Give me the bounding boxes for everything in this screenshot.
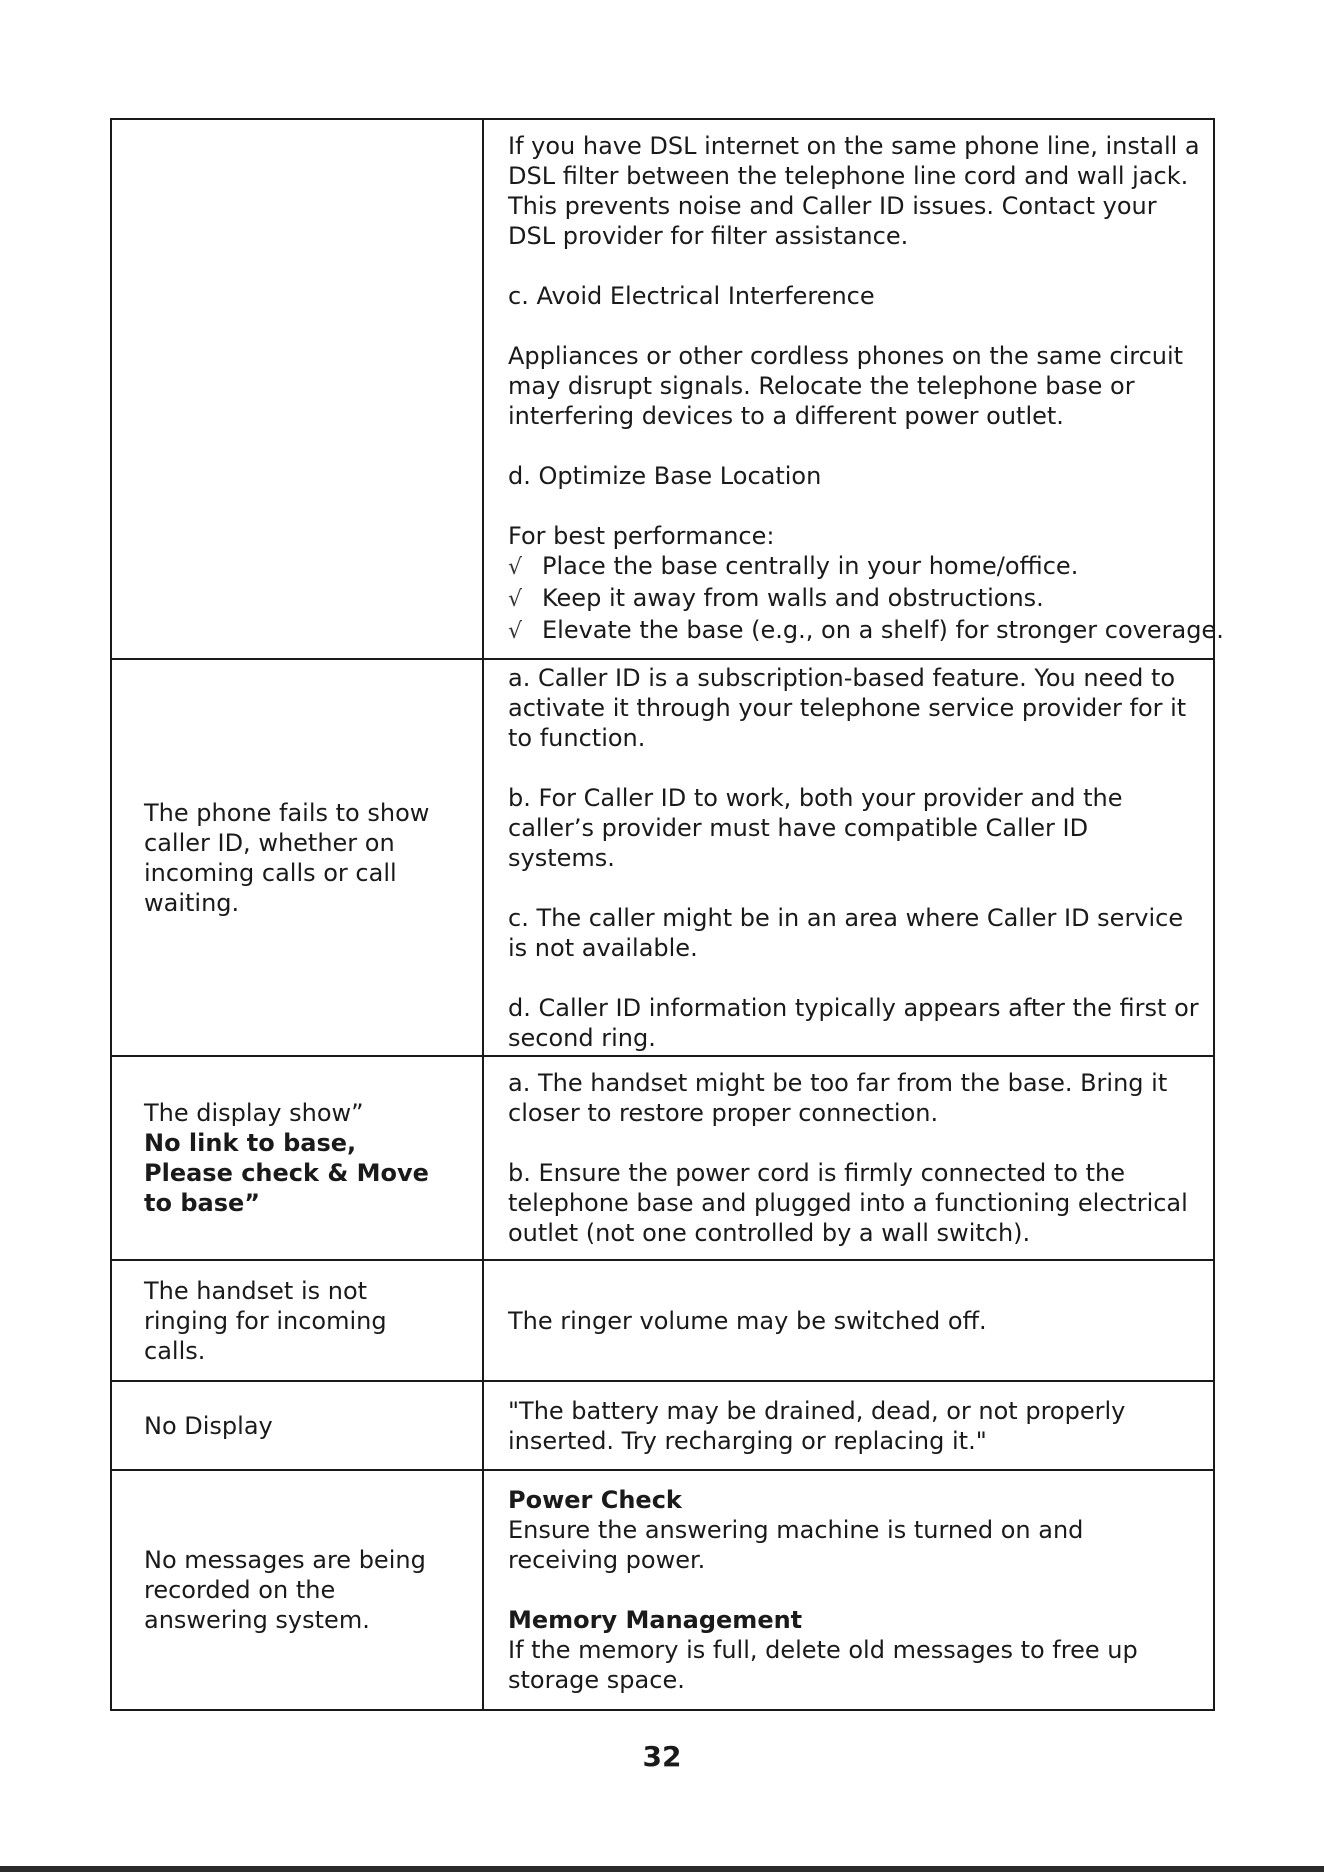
solution-cell bbox=[483, 1260, 1214, 1381]
table-row bbox=[111, 1470, 1214, 1710]
problem-cell bbox=[111, 659, 483, 1056]
solution-item-a: a. The handset might be too far from the base. Bring it closer to restore proper connection. bbox=[508, 1069, 1168, 1127]
problem-text: The display show” bbox=[144, 1099, 364, 1127]
checklist-item-text: Place the base centrally in your home/office. bbox=[542, 552, 1079, 580]
heading-memory-management: Memory Management bbox=[508, 1606, 803, 1634]
solution-cell bbox=[483, 659, 1214, 1056]
solution-cell bbox=[483, 1056, 1214, 1260]
dsl-filter-text: If you have DSL internet on the same phone line, install a DSL filter between the telephone line cord and wall jack. This prevents noise and Caller ID issues. Contact your DSL provider for filter assistance. bbox=[508, 132, 1200, 250]
troubleshooting-table bbox=[110, 118, 1224, 1711]
solution-item-b: b. Ensure the power cord is firmly connected to the telephone base and plugged into a functioning electrical outlet (not one controlled by a wall switch). bbox=[508, 1159, 1188, 1247]
power-check-text: Ensure the answering machine is turned on and receiving power. bbox=[508, 1516, 1084, 1574]
solution-cell bbox=[483, 1381, 1214, 1470]
problem-cell bbox=[111, 1470, 483, 1710]
problem-cell bbox=[111, 1381, 483, 1470]
memory-management-text: If the memory is full, delete old messages to free up storage space. bbox=[508, 1636, 1138, 1694]
heading-electrical-interference: c. Avoid Electrical Interference bbox=[508, 282, 875, 310]
table-row bbox=[111, 119, 1214, 659]
problem-text: The phone fails to show caller ID, whether on incoming calls or call waiting. bbox=[144, 798, 430, 917]
problem-text: No messages are being recorded on the answering system. bbox=[144, 1546, 426, 1634]
best-performance-intro: For best performance: bbox=[508, 522, 775, 550]
solution-cell bbox=[483, 119, 1224, 659]
solution-item-b: b. For Caller ID to work, both your provider and the caller’s provider must have compatible Caller ID systems. bbox=[508, 783, 1123, 872]
solution-cell bbox=[483, 1470, 1214, 1710]
table-row bbox=[111, 1056, 1214, 1260]
checkmark-icon: √ bbox=[508, 587, 523, 612]
solution-text: "The battery may be drained, dead, or not properly inserted. Try recharging or replacing it." bbox=[508, 1396, 1126, 1455]
checklist-item-text: Keep it away from walls and obstructions. bbox=[542, 584, 1044, 612]
checkmark-icon: √ bbox=[508, 619, 523, 644]
checklist-item bbox=[508, 551, 1201, 583]
problem-cell bbox=[111, 119, 483, 659]
solution-item-a: a. Caller ID is a subscription-based feature. You need to activate it through your telephone service provider for it to function. bbox=[508, 663, 1187, 752]
solution-item-c: c. The caller might be in an area where Caller ID service is not available. bbox=[508, 903, 1184, 962]
problem-message-text: No link to base, Please check & Move to base” bbox=[144, 1129, 429, 1217]
problem-text: No Display bbox=[144, 1411, 273, 1440]
electrical-interference-text: Appliances or other cordless phones on the same circuit may disrupt signals. Relocate the telephone base or interfering devices to a different power outlet. bbox=[508, 342, 1184, 430]
table-row bbox=[111, 1260, 1214, 1381]
heading-base-location: d. Optimize Base Location bbox=[508, 462, 822, 490]
solution-item-d: d. Caller ID information typically appears after the first or second ring. bbox=[508, 993, 1199, 1052]
solution-text: The ringer volume may be switched off. bbox=[508, 1306, 987, 1335]
page-number: 32 bbox=[642, 1740, 682, 1773]
checkmark-icon: √ bbox=[508, 555, 523, 580]
table-row bbox=[111, 1381, 1214, 1470]
problem-text: The handset is not ringing for incoming calls. bbox=[144, 1276, 387, 1365]
checklist-item-text: Elevate the base (e.g., on a shelf) for stronger coverage. bbox=[542, 616, 1224, 644]
heading-power-check: Power Check bbox=[508, 1486, 682, 1514]
problem-cell bbox=[111, 1056, 483, 1260]
checklist-item bbox=[508, 583, 1201, 615]
table-row bbox=[111, 659, 1214, 1056]
page-bottom-rule bbox=[0, 1866, 1324, 1872]
checklist-item bbox=[508, 615, 1224, 647]
problem-cell bbox=[111, 1260, 483, 1381]
